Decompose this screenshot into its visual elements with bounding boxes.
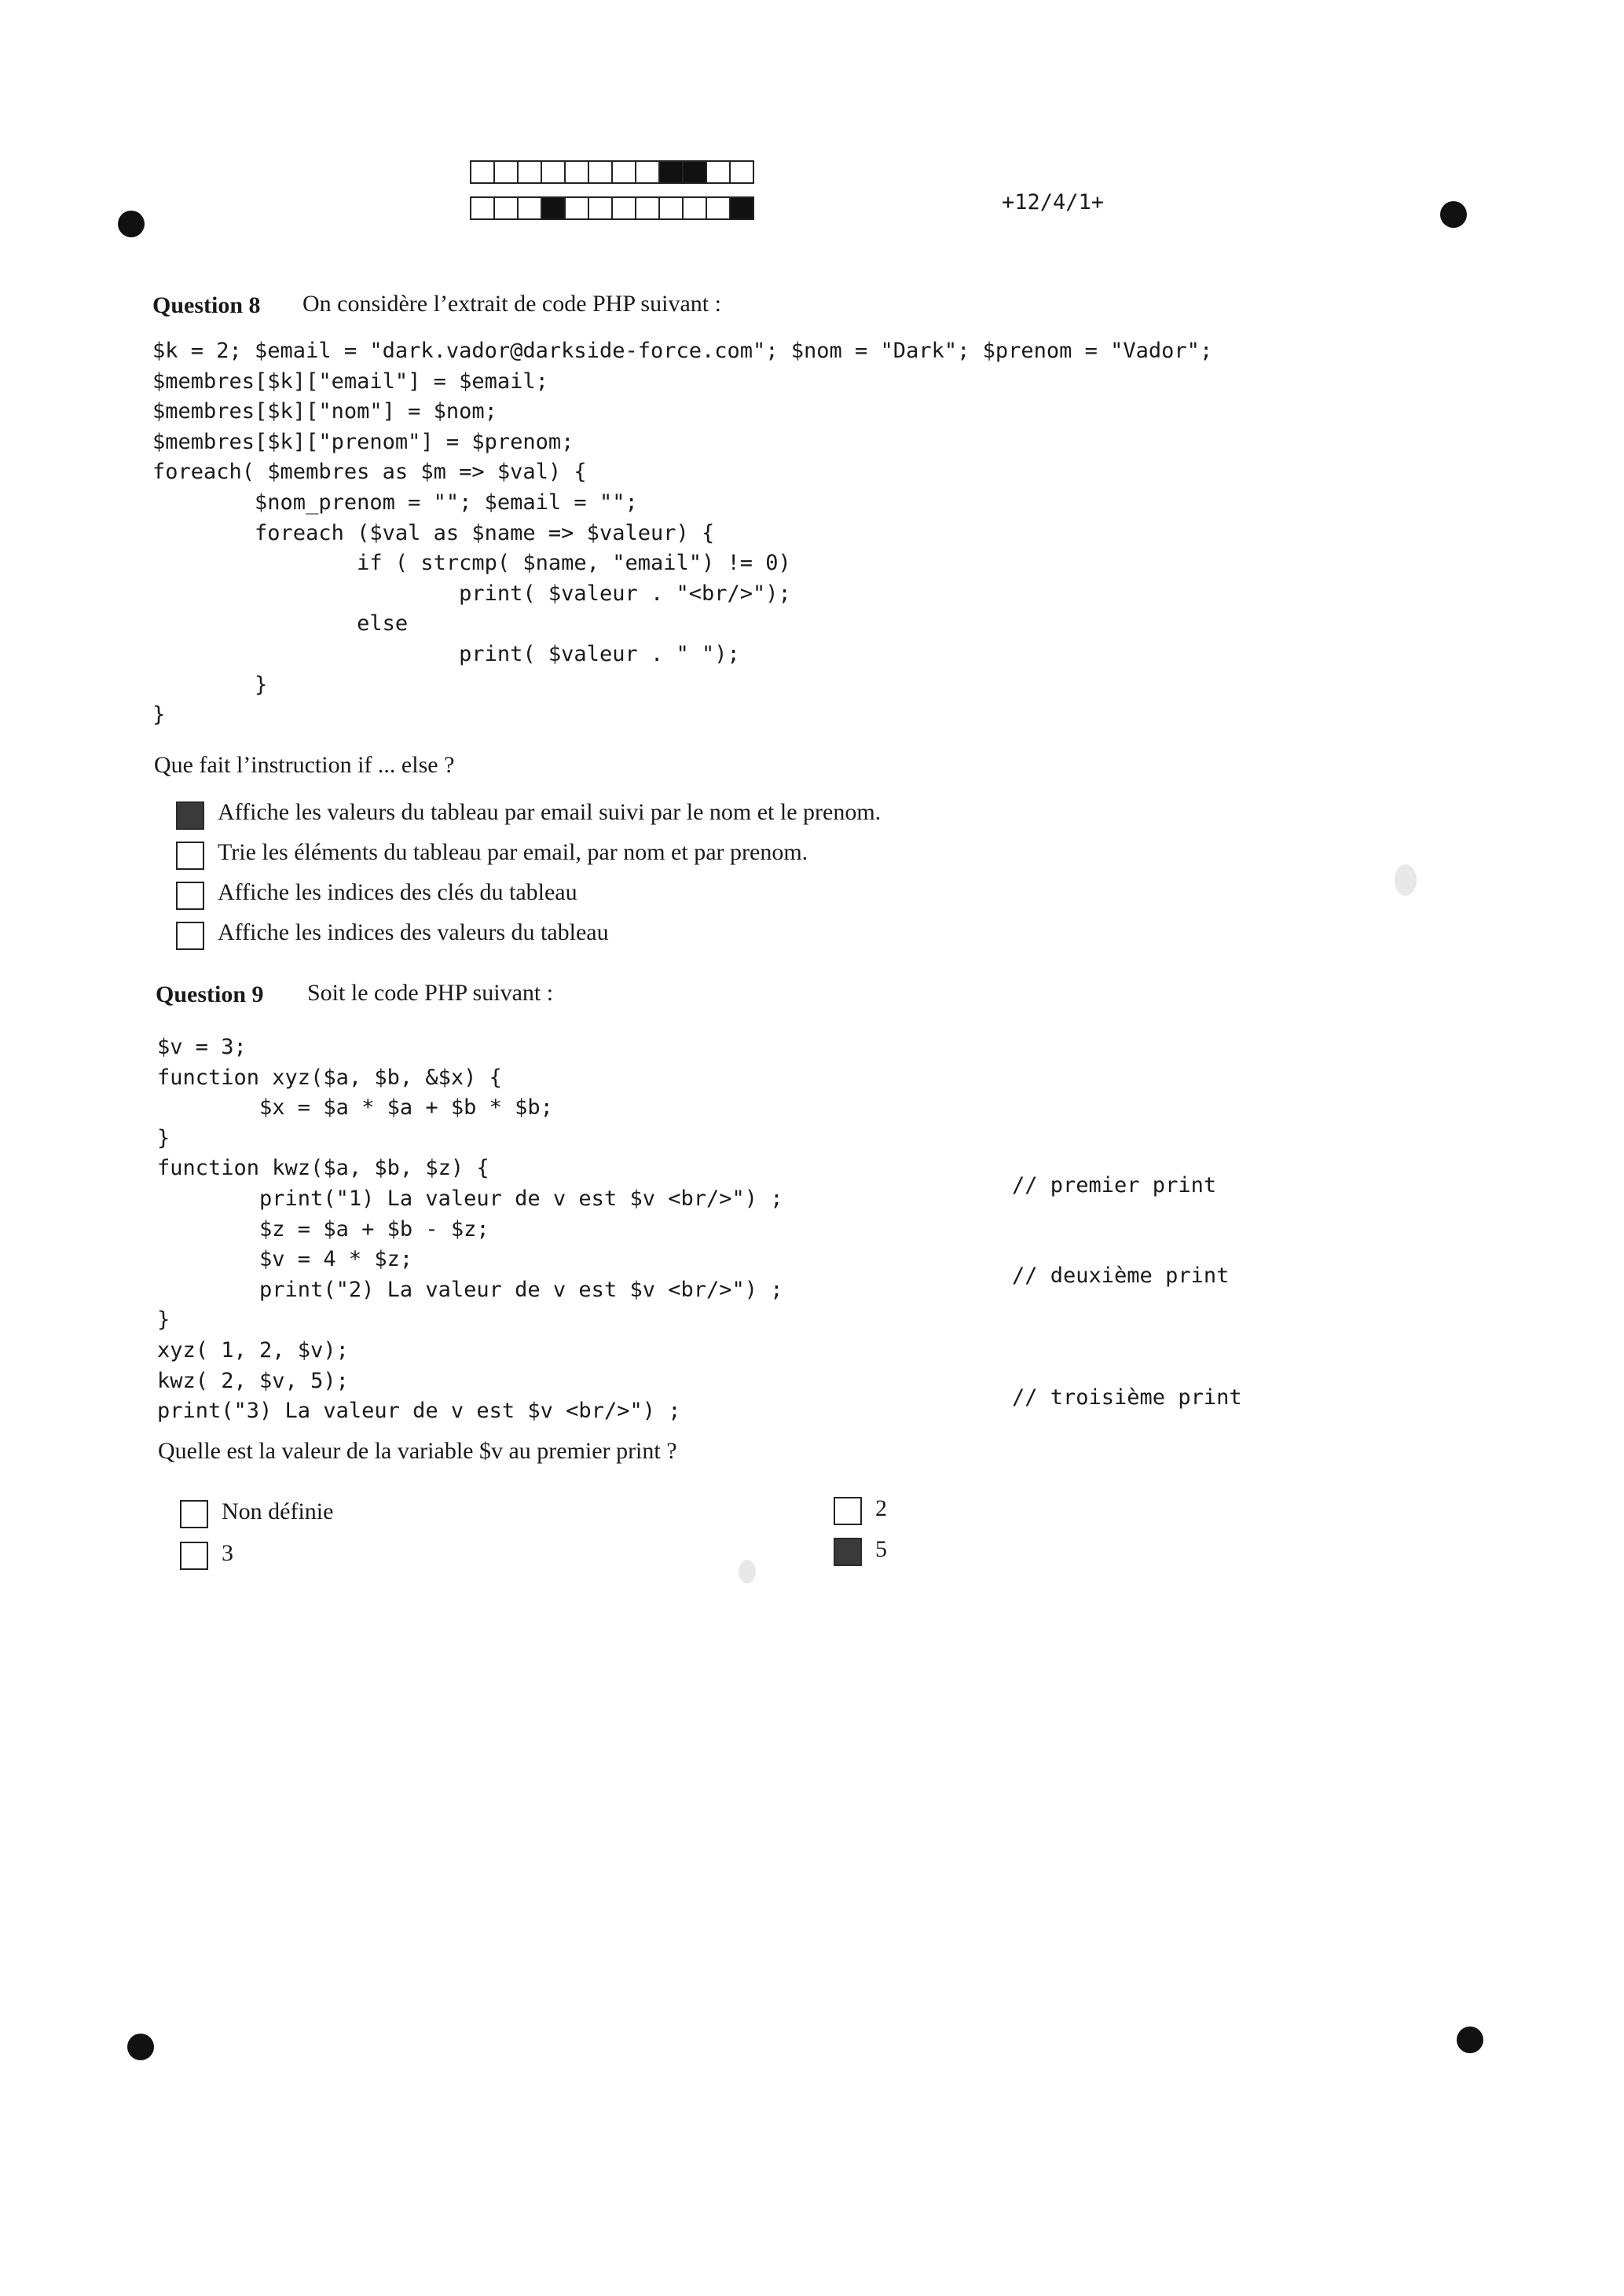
id-box [611,196,636,220]
id-box [706,196,731,220]
q9-intro: Soit le code PHP suivant : [307,980,554,1006]
q9-number: Question 9 [156,981,264,1007]
q9-option-3-label: 2 [875,1495,887,1521]
q8-intro: On considère l’extrait de code PHP suivant : [302,291,721,317]
id-box [493,196,519,220]
code-line: kwz( 2, $v, 5); [157,1368,349,1393]
code-line: print("3) La valeur de v est $v <br/>") ; [157,1399,681,1424]
registration-mark-bottom-left [127,2034,154,2060]
code-line: $membres[$k]["nom"] = $nom; [152,399,497,424]
q9-option-1-label: Non définie [222,1498,334,1524]
id-box [706,160,731,184]
q8-option-4-label: Affiche les indices des valeurs du tableau [218,919,609,945]
q9-option-2-label: 3 [222,1540,233,1566]
code-line: $v = 4 * $z; [157,1247,413,1272]
code-line: foreach ($val as $name => $valeur) { [152,520,715,545]
code-line: print( $valeur . "<br/>"); [152,581,791,606]
id-box [588,196,613,220]
page-code: +12/4/1+ [1002,190,1105,215]
code-line: } [157,1125,170,1150]
q8-prompt: Que fait l’instruction if ... else ? [154,752,455,778]
code-line: } [152,702,166,728]
id-box [729,196,754,220]
id-box [682,196,707,220]
q8-option-1-label: Affiche les valeurs du tableau par email suivi par le nom et le prenom. [218,799,882,825]
q8-code-block [152,336,1212,731]
q9-comment-third: // troisième print [1012,1385,1242,1410]
code-line: $v = 3; [157,1035,247,1059]
scan-speck [739,1560,756,1583]
id-box [493,160,519,184]
code-line: $z = $a + $b - $z; [157,1216,489,1242]
registration-mark-top-left [118,211,145,237]
code-line: else [152,611,409,636]
code-line: foreach( $membres as $m => $val) { [152,460,587,485]
q9-option-4-checkbox[interactable] [834,1538,862,1566]
code-line: xyz( 1, 2, $v); [157,1337,349,1363]
q9-option-1-checkbox[interactable] [180,1500,208,1528]
id-box [682,160,707,184]
code-line: } [157,1308,170,1333]
code-line: $k = 2; $email = "dark.vador@darkside-force.com"; $nom = "Dark"; $prenom = "Vador"; [152,339,1213,363]
id-box [658,160,684,184]
q9-option-4-label: 5 [875,1536,887,1562]
q9-option-3-checkbox[interactable] [834,1497,862,1525]
code-line: function kwz($a, $b, $z) { [157,1156,489,1181]
code-line: } [152,672,268,697]
q8-option-1-checkbox[interactable] [176,801,204,830]
code-line: function xyz($a, $b, &$x) { [157,1065,502,1090]
id-box [611,160,636,184]
q8-option-3-label: Affiche les indices des clés du tableau [218,879,577,905]
code-line: print("2) La valeur de v est $v <br/>") ; [157,1277,783,1302]
id-box [564,160,589,184]
id-box [470,196,495,220]
q8-option-4-checkbox[interactable] [176,922,204,950]
registration-mark-top-right [1440,201,1467,228]
code-line: $x = $a * $a + $b * $b; [157,1095,553,1120]
q8-option-3-checkbox[interactable] [176,882,204,910]
q8-option-2-label: Trie les éléments du tableau par email, par nom et par prenom. [218,839,808,865]
code-line: $membres[$k]["email"] = $email; [152,369,548,394]
id-box [470,160,495,184]
id-box [564,196,589,220]
code-line: print( $valeur . " "); [152,641,740,666]
id-box [635,196,660,220]
id-box [517,196,542,220]
registration-mark-bottom-right [1457,2026,1483,2053]
id-box [517,160,542,184]
q8-number: Question 8 [152,292,261,318]
q9-prompt: Quelle est la valeur de la variable $v au premier print ? [158,1438,677,1464]
code-line: $membres[$k]["prenom"] = $prenom; [152,429,574,454]
id-box [588,160,613,184]
code-line: $nom_prenom = ""; $email = ""; [152,490,638,515]
q9-option-2-checkbox[interactable] [180,1542,208,1570]
q8-option-2-checkbox[interactable] [176,842,204,870]
id-box [635,160,660,184]
code-line: if ( strcmp( $name, "email") != 0) [152,551,791,576]
scan-speck [1395,864,1417,896]
id-box [541,196,566,220]
q9-comment-first: // premier print [1012,1173,1217,1198]
id-box [541,160,566,184]
code-line: print("1) La valeur de v est $v <br/>") ; [157,1186,783,1211]
q9-comment-second: // deuxième print [1012,1264,1230,1288]
q9-code-block [157,1032,783,1427]
id-box [729,160,754,184]
id-box [658,196,684,220]
